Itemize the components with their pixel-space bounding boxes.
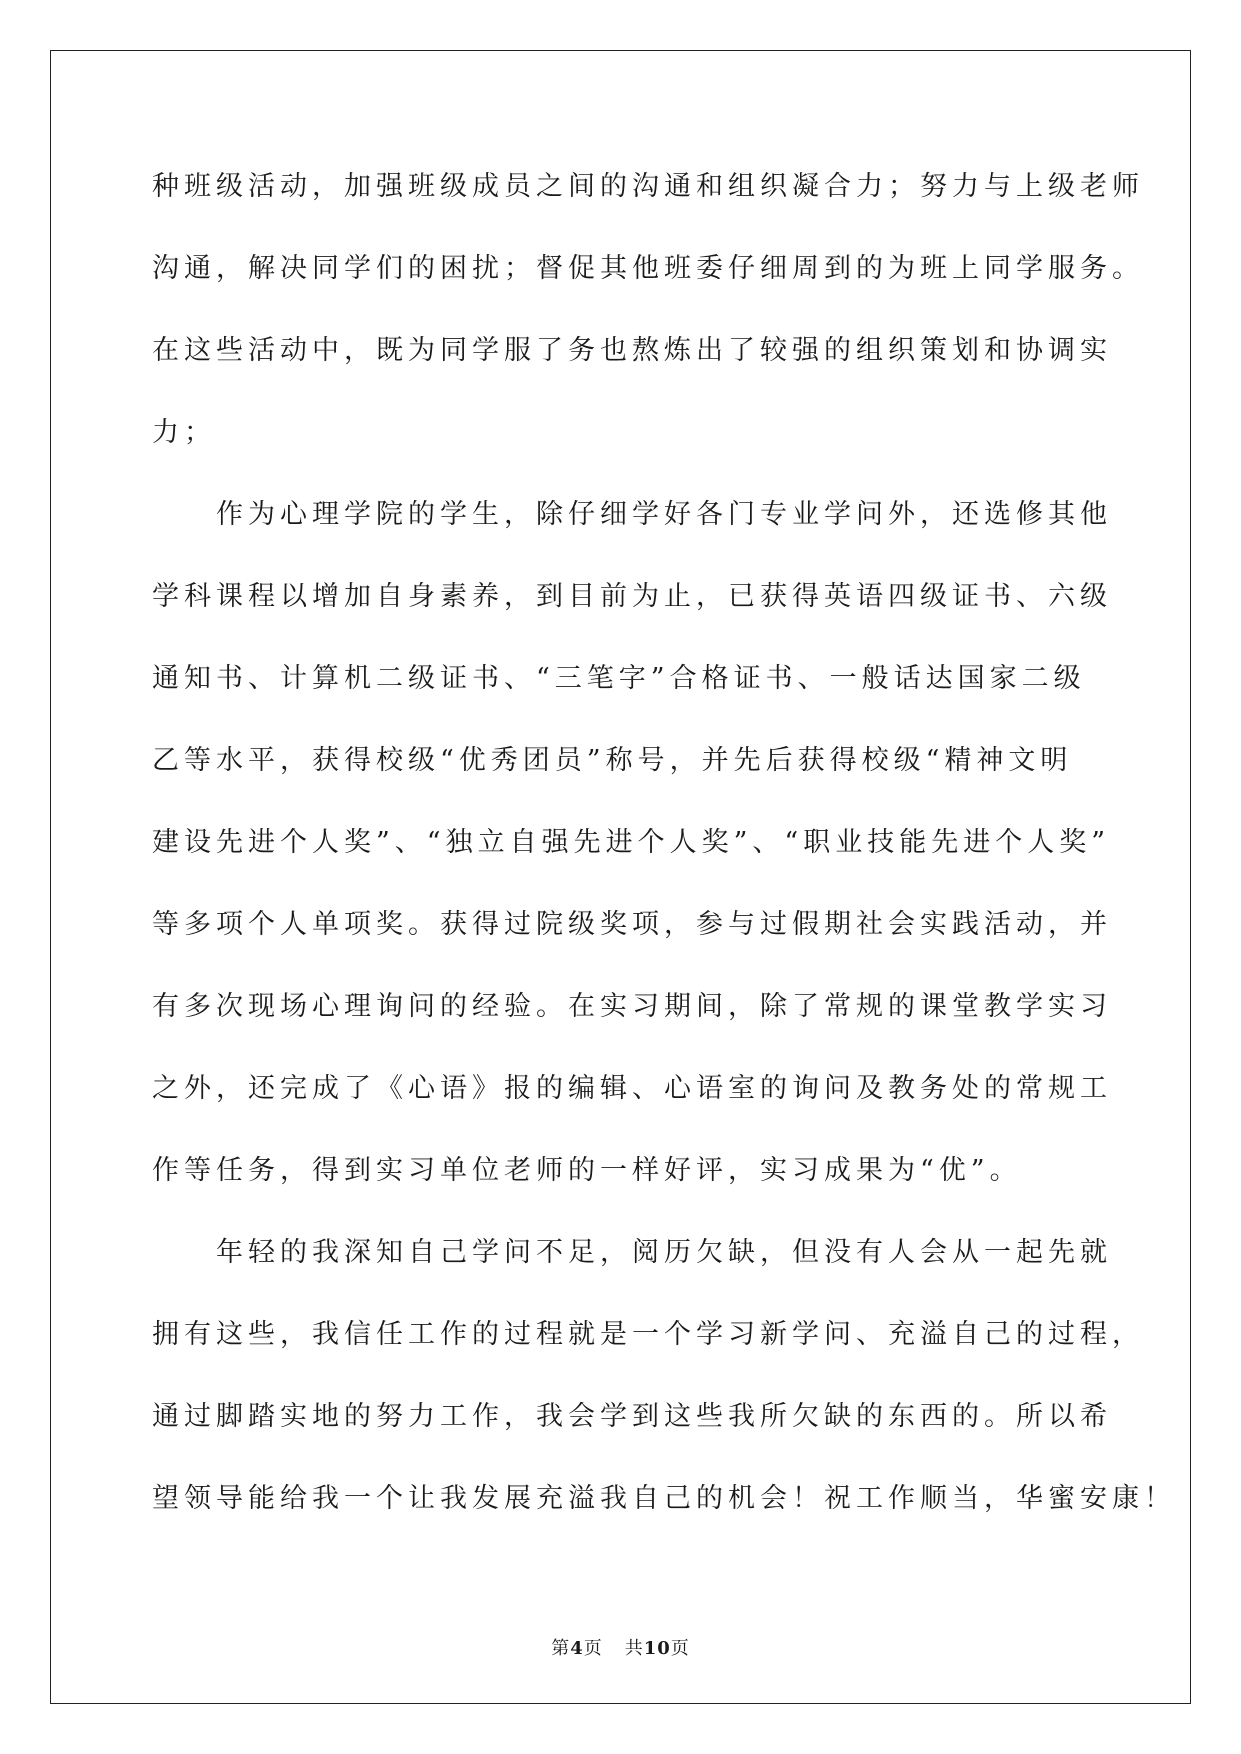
- text-line: 之外，还完成了《心语》报的编辑、心语室的询问及教务处的常规工: [152, 1073, 1112, 1104]
- text-line: 在这些活动中，既为同学服了务也熬炼出了较强的组织策划和协调实: [152, 335, 1112, 366]
- total-prefix: 共: [624, 1638, 644, 1659]
- text-line: 种班级活动，加强班级成员之间的沟通和组织凝合力；努力与上级老师: [152, 171, 1144, 202]
- text-line: 拥有这些，我信任工作的过程就是一个学习新学问、充溢自己的过程，: [152, 1319, 1144, 1350]
- text-line: 作等任务，得到实习单位老师的一样好评，实习成果为“优”。: [152, 1155, 1022, 1186]
- page-number: 4: [570, 1638, 584, 1659]
- text-line: 通知书、计算机二级证书、“三笔字”合格证书、一般话达国家二级: [152, 663, 1086, 694]
- total-pages: 10: [643, 1638, 671, 1659]
- text-line: 乙等水平，获得校级“优秀团员”称号，并先后获得校级“精神文明: [152, 745, 1073, 776]
- text-line: 有多次现场心理询问的经验。在实习期间，除了常规的课堂教学实习: [152, 991, 1112, 1022]
- text-line: 通过脚踏实地的努力工作，我会学到这些我所欠缺的东西的。所以希: [152, 1401, 1112, 1432]
- text-line: 建设先进个人奖”、“独立自强先进个人奖”、“职业技能先进个人奖”: [152, 827, 1111, 858]
- document-body: [152, 160, 1176, 1554]
- page-suffix: 页: [583, 1638, 603, 1659]
- text-line: 学科课程以增加自身素养，到目前为止，已获得英语四级证书、六级: [152, 581, 1112, 612]
- text-line: 年轻的我深知自己学问不足，阅历欠缺，但没有人会从一起先就: [152, 1237, 1112, 1268]
- total-suffix: 页: [670, 1638, 690, 1659]
- text-line: 沟通，解决同学们的困扰；督促其他班委仔细周到的为班上同学服务。: [152, 253, 1144, 284]
- text-line: 望领导能给我一个让我发展充溢我自己的机会！祝工作顺当，华蜜安康！: [152, 1483, 1176, 1514]
- page-footer: [0, 1634, 1241, 1660]
- text-line: 作为心理学院的学生，除仔细学好各门专业学问外，还选修其他: [152, 499, 1112, 530]
- text-line: 等多项个人单项奖。获得过院级奖项，参与过假期社会实践活动，并: [152, 909, 1112, 940]
- page-prefix: 第: [551, 1638, 571, 1659]
- text-line: 力；: [152, 417, 216, 448]
